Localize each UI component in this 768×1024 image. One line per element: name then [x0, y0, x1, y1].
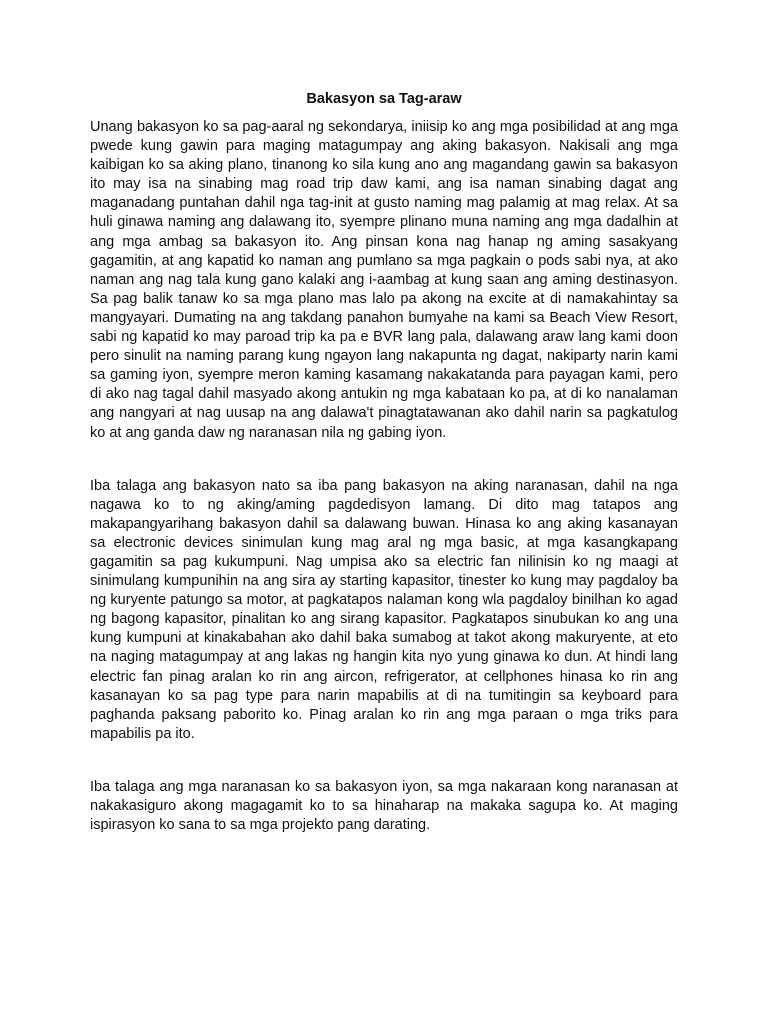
paragraph-1: Unang bakasyon ko sa pag-aaral ng sekondarya, iniisip ko ang mga posibilidad at ang mga pwede kung gawin para maging matagumpay ang aking bakasyon. Nakisali ang mga kaibigan ko sa aking plano, tinanong ko sila kung ano ang magandang gawin sa bakasyon ito may isa na sinabing mag road trip daw kami, ang isa naman sinabing dagat ang maganadang puntahan dahil nga tag-init at gusto naming mag palamig at mag relax. At sa huli ginawa naming ang dalawang ito, syempre plinano muna naming ang mga dadalhin at ang mga ambag sa bakasyon ito. Ang pinsan kona nag hanap ng aming sasakyang gagamitin, at ang kapatid ko naman ang pumlano sa mga pagkain o pods sabi nya, at ako naman ang nag tala kung gano kalaki ang i-aambag at kung saan ang aming destinasyon. Sa pag balik tanaw ko sa mga plano mas lalo pa akong na excite at di namakahintay sa mangyayari. Dumating na ang takdang panahon bumyahe na kami sa Beach View Resort, sabi ng kapatid ko may paroad trip ka pa e BVR lang pala, dalawang araw lang kami doon pero sinulit na naming parang kung ngayon lang nakapunta ng dagat, nakiparty narin kami sa gaming iyon, syempre meron kaming kasamang nakakatanda para payagan kami, pero di ako nag tagal dahil masyado akong antukin ng mga kabataan ko pa, at di ko nanalaman ang nangyari at nag uusap na ang dalawa't pinagtatawanan ako dahil narin sa pagkatulog ko at ang ganda daw ng naranasan nila ng gabing iyon.	[90, 119, 678, 441]
paragraph-2: Iba talaga ang bakasyon nato sa iba pang bakasyon na aking naranasan, dahil na nga nagawa ko to ng aking/aming pagdedisyon lamang. Di dito mag tatapos ang makapangyarihang bakasyon dahil sa dalawang buwan. Hinasa ko ang aking kasanayan sa electronic devices sinimulan kung mag aral ng mga basic, at mga kasangkapang gagamitin sa pag kukumpuni. Nag umpisa ako sa electric fan nilinisin ko ng maagi at sinimulang kumpunihin na ang sira ay starting kapasitor, tinester ko kung may pagdaloy ba ng kuryente patungo sa motor, at pagkatapos nalaman kong wla pagdaloy binilhan ko agad ng bagong kapasitor, pinalitan ko ang sirang kapasitor. Pagkatapos sinubukan ko ang una kung kumpuni at kinakabahan ako dahil baka sumabog at takot akong makuryente, at eto na naging matagumpay at ang lakas ng hangin kita nyo yung ginawa ko dun. At hindi lang electric fan pinag aralan ko rin ang aircon, refrigerator, at cellphones hinasa ko rin ang kasanayan ko sa pag type para narin mapabilis at di na tumitingin sa keyboard para paghanda paksang paborito ko. Pinag aralan ko rin ang mga paraan o mga triks para mapabilis pa ito.	[90, 477, 678, 742]
paragraph-3: Iba talaga ang mga naranasan ko sa bakasyon iyon, sa mga nakaraan kong naranasan at nakakasiguro akong magagamit ko to sa hinaharap na makaka sagupa ko. At maging ispirasyon ko sana to sa mga projekto pang darating.	[90, 778, 678, 834]
document-page	[90, 90, 678, 835]
document-title: Bakasyon sa Tag-araw	[306, 91, 462, 107]
